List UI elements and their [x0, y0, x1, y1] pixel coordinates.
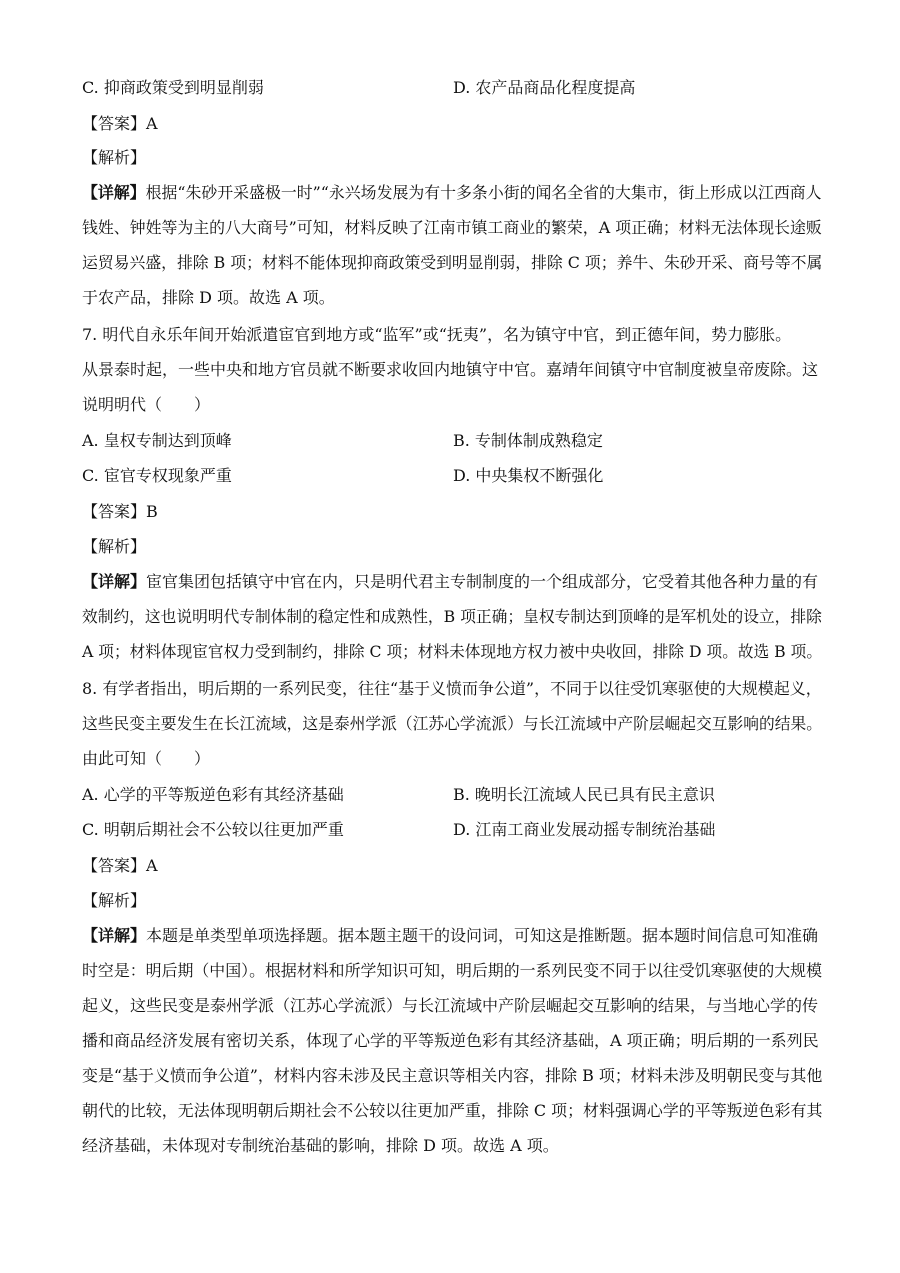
- q8-option-c: C. 明朝后期社会不公较以往更加严重: [82, 820, 344, 839]
- q8-detail-label: 【详解】: [82, 926, 147, 945]
- q8-analysis-label: 【解析】: [82, 891, 147, 910]
- q6-answer: 【答案】A: [82, 114, 158, 133]
- q8-detail-line-5: 变是“基于义愤而争公道”，材料内容未涉及民主意识等相关内容，排除 B 项；材料未涉及明朝民变与其他: [82, 1066, 823, 1085]
- q6-detail-line-4: 于农产品，排除 D 项。故选 A 项。: [82, 288, 335, 307]
- q7-answer: 【答案】B: [82, 502, 158, 521]
- q7-detail-label: 【详解】: [82, 572, 147, 591]
- q6-detail-line-3: 运贸易兴盛，排除 B 项；材料不能体现抑商政策受到明显削弱，排除 C 项；养牛、朱砂开采、商号等不属: [82, 253, 823, 272]
- q8-detail-line-7: 经济基础，未体现对专制统治基础的影响，排除 D 项。故选 A 项。: [82, 1136, 559, 1155]
- q8-detail-line-2: 时空是：明后期（中国）。根据材料和所学知识可知，明后期的一系列民变不同于以往受饥寒驱使的大规模: [82, 961, 823, 980]
- q7-stem-line-1: 7. 明代自永乐年间开始派遣宦官到地方或“监军”或“抚夷”，名为镇守中官，到正德年间，势力膨胀。: [82, 325, 792, 344]
- q7-stem-line-3: 说明明代（ ）: [82, 395, 211, 414]
- q7-option-b: B. 专制体制成熟稳定: [453, 431, 603, 450]
- q7-detail-line-3: A 项；材料体现宦官权力受到制约，排除 C 项；材料未体现地方权力被中央收回，排除 D 项。故选 B 项。: [82, 642, 822, 661]
- q7-option-c: C. 宦官专权现象严重: [82, 466, 232, 485]
- q8-answer: 【答案】A: [82, 856, 158, 875]
- q7-stem-line-2: 从景泰时起，一些中央和地方官员就不断要求收回内地镇守中官。嘉靖年间镇守中官制度被皇帝废除。这: [82, 360, 819, 379]
- q8-stem-line-1: 8. 有学者指出，明后期的一系列民变，往往“基于义愤而争公道”，不同于以往受饥寒驱使的大规模起义，: [82, 679, 822, 698]
- q6-detail-line-1: [82, 183, 822, 203]
- q8-option-b: B. 晚明长江流域人民已具有民主意识: [453, 785, 715, 804]
- q6-detail-text-1: 根据“朱砂开采盛极一时”“永兴场发展为有十多条小街的闻名全省的大集市，街上形成以江西商人: [145, 183, 822, 202]
- q8-stem-line-2: 这些民变主要发生在长江流域，这是泰州学派（江苏心学流派）与长江流域中产阶层崛起交互影响的结果。: [82, 714, 823, 733]
- q8-detail-line-6: 朝代的比较，无法体现明朝后期社会不公较以往更加严重，排除 C 项；材料强调心学的平等叛逆色彩有其: [82, 1101, 823, 1120]
- q7-detail-line-2: 效制约，这也说明明代专制体制的稳定性和成熟性，B 项正确；皇权专制达到顶峰的是军机处的设立，排除: [82, 607, 822, 626]
- q7-option-a: A. 皇权专制达到顶峰: [82, 431, 232, 450]
- q8-detail-line-1: [82, 926, 822, 946]
- q7-detail-text-1: 宦官集团包括镇守中官在内，只是明代君主专制制度的一个组成部分，它受着其他各种力量的有: [146, 572, 819, 591]
- q6-detail-label: 【详解】: [82, 183, 146, 202]
- q6-analysis-label: 【解析】: [82, 148, 147, 167]
- q6-option-d: D. 农产品商品化程度提高: [453, 78, 636, 97]
- q8-detail-line-4: 播和商品经济发展有密切关系，体现了心学的平等叛逆色彩有其经济基础，A 项正确；明后期的一系列民: [82, 1031, 819, 1050]
- q6-option-c: C. 抑商政策受到明显削弱: [82, 78, 264, 97]
- q8-detail-text-1: 本题是单类型单项选择题。据本题主题干的设问词，可知这是推断题。据本题时间信息可知准确: [146, 926, 819, 945]
- q8-option-a: A. 心学的平等叛逆色彩有其经济基础: [82, 785, 344, 804]
- q7-detail-line-1: [82, 572, 822, 592]
- q8-option-d: D. 江南工商业发展动摇专制统治基础: [453, 820, 716, 839]
- q7-analysis-label: 【解析】: [82, 537, 147, 556]
- q6-detail-line-2: 钱姓、钟姓等为主的八大商号”可知，材料反映了江南市镇工商业的繁荣，A 项正确；材料无法体现长途贩: [82, 218, 822, 237]
- q8-stem-line-3: 由此可知（ ）: [82, 749, 211, 768]
- q8-detail-line-3: 起义，这些民变是泰州学派（江苏心学流派）与长江流域中产阶层崛起交互影响的结果，与当地心学的传: [82, 996, 819, 1015]
- q7-option-d: D. 中央集权不断强化: [453, 466, 604, 485]
